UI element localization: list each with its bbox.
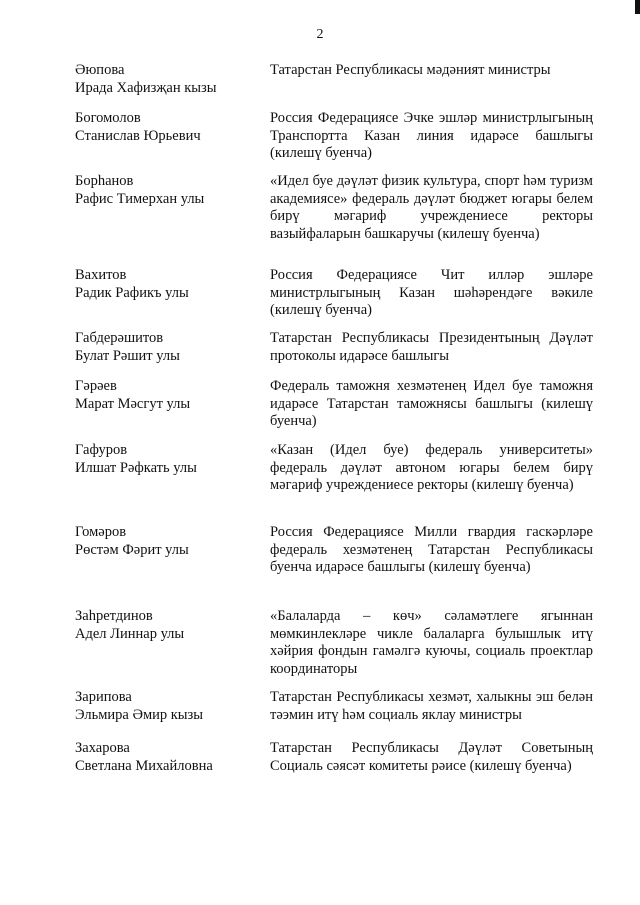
person-given-names: Радик Рафикъ улы [75,284,189,301]
person-given-names: Ирада Хафизҗан кызы [75,79,217,96]
person-position: «Казан (Идел буе) федераль университеты» федераль дәүләт автоном югары белем бирү мәгариф учреждениесе ректоры (килешү буенча) [270,442,593,493]
person-name [75,689,265,724]
person-surname: Габдерәшитов [75,330,164,346]
person-given-names: Булат Рәшит улы [75,347,180,364]
person-position: Татарстан Республикасы Президентының Дәүләт протоколы идарәсе башлыгы [270,330,593,364]
person-position: Татарстан Республикасы Дәүләт Советының Социаль сәясәт комитеты рәисе (килешү буенча) [270,740,593,774]
page-number: 2 [316,27,324,42]
person-position: Татарстан Республикасы хезмәт, халыкны эш белән тәэмин итү һәм социаль яклау министры [270,689,593,723]
person-name [75,524,265,559]
person-given-names: Марат Мәсгут улы [75,395,191,412]
person-name [75,442,265,477]
person-position: «Идел буе дәүләт физик культура, спорт һәм туризм академиясе» федераль дәүләт бюджет югары белем бирү мәгариф учреждениесе ректоры вазыйфаларын башкаручы (килешү буенча) [270,173,593,242]
person-name [75,173,265,208]
person-surname: Әюпова [75,62,125,78]
person-position: «Балаларда – көч» сәламәтлеге ягыннан мөмкинлекләре чикле балаларга булышлык итү хәйрия фондын гамәлгә куючы, социаль проектлар координаторы [270,608,593,677]
person-given-names: Эльмира Әмир кызы [75,706,204,723]
person-surname: Богомолов [75,110,141,126]
person-name [75,110,265,145]
person-given-names: Рөстәм Фәрит улы [75,541,189,558]
person-surname: Вахитов [75,267,127,283]
person-name [75,608,265,643]
person-position: Россия Федерациясе Эчке эшләр министрлыгының Транспортта Казан линия идарәсе башлыгы (килешү буенча) [270,110,593,161]
person-surname: Захарова [75,740,130,756]
person-position: Россия Федерациясе Чит илләр эшләре министрлыгының Казан шәһәрендәге вәкиле (килешү буенча) [270,267,593,318]
person-name [75,62,265,97]
person-name [75,378,265,413]
person-surname: Гомәров [75,524,127,540]
person-given-names: Илшат Рәфкать улы [75,459,197,476]
person-surname: Гәрәев [75,378,117,394]
person-name [75,267,265,302]
person-given-names: Адел Линнар улы [75,625,185,642]
person-position: Федераль таможня хезмәтенең Идел буе таможня идарәсе Татарстан таможнясы башлыгы (килешү буенча) [270,378,593,429]
person-position: Россия Федерациясе Милли гвардия гаскәрләре федераль хезмәтенең Татарстан Республикасы буенча идарәсе башлыгы (килешү буенча) [270,524,593,575]
person-given-names: Станислав Юрьевич [75,127,201,144]
person-given-names: Рафис Тимерхан улы [75,190,205,207]
person-surname: Борһанов [75,173,134,189]
person-surname: Заһретдинов [75,608,153,624]
person-surname: Зарипова [75,689,132,705]
person-surname: Гафуров [75,442,128,458]
person-given-names: Светлана Михайловна [75,757,213,774]
scan-edge-mark [635,0,640,14]
person-name [75,740,265,775]
person-position: Татарстан Республикасы мәдәният министры [270,62,551,78]
person-name [75,330,265,365]
